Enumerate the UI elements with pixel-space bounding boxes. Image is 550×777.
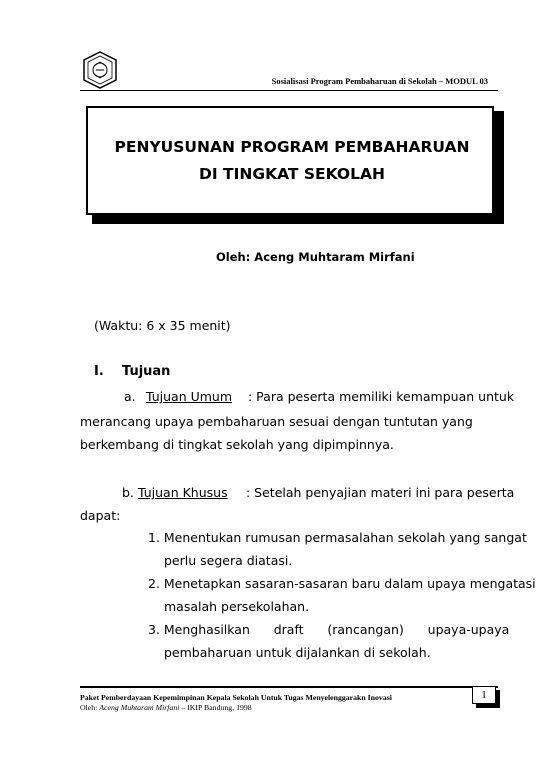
author-line: Oleh: Aceng Muhtaram Mirfani (216, 250, 415, 264)
list-item: 3. Menghasilkan draft (rancangan) upaya-upaya (148, 622, 510, 637)
footer-credit (80, 703, 252, 712)
duration-text: (Waktu: 6 x 35 menit) (94, 318, 231, 333)
goal-general-text-line3: berkembang di tingkat sekolah yang dipimpinnya. (80, 437, 394, 452)
footer-credit-author: Aceng Muhtaram Mirfani (99, 703, 180, 712)
goal-specific-text-line2: dapat: (80, 508, 121, 523)
list-item: 1. Menentukan rumusan permasalahan sekolah yang sangat (148, 530, 527, 545)
footer-divider (80, 686, 498, 688)
goal-specific-marker: b. (122, 485, 134, 500)
goal-general-marker: a. (124, 389, 136, 404)
header-divider (80, 90, 498, 91)
footer-series-title: Paket Pemberdayaan Kepemimpinan Kepala Sekolah Untuk Tugas Menyelenggarakn Inovasi (80, 693, 392, 702)
section-number: I. (94, 364, 104, 379)
list-item-continuation: perlu segera diatasi. (164, 553, 293, 568)
document-title-line1: PENYUSUNAN PROGRAM PEMBAHARUAN (114, 138, 470, 156)
list-item: 2. Menetapkan sasaran-sasaran baru dalam upaya mengatasi (148, 576, 536, 591)
document-title-line2: DI TINGKAT SEKOLAH (199, 165, 385, 183)
list-item-continuation: pembaharuan untuk dijalankan di sekolah. (164, 645, 431, 660)
footer-credit-prefix: Oleh: (80, 703, 100, 712)
footer-credit-suffix: – IKIP Bandung, 1998 (179, 703, 252, 712)
page-number: 1 (472, 686, 496, 704)
goal-specific-text: : Setelah penyajian materi ini para peserta (246, 485, 515, 500)
goal-general-label: Tujuan Umum (146, 389, 233, 404)
goal-general-text: : Para peserta memiliki kemampuan untuk (248, 389, 515, 404)
title-box (86, 106, 494, 215)
list-item-continuation: masalah persekolahan. (164, 599, 310, 614)
goal-general-text-line2: merancang upaya pembaharuan sesuai dengan tuntutan yang (80, 414, 473, 429)
running-header: Sosialisasi Program Pembaharuan di Sekolah – MODUL 03 (271, 76, 488, 86)
section-heading: Tujuan (122, 364, 171, 379)
ikip-seal-icon (80, 50, 120, 90)
goal-specific-label: Tujuan Khusus (138, 485, 228, 500)
